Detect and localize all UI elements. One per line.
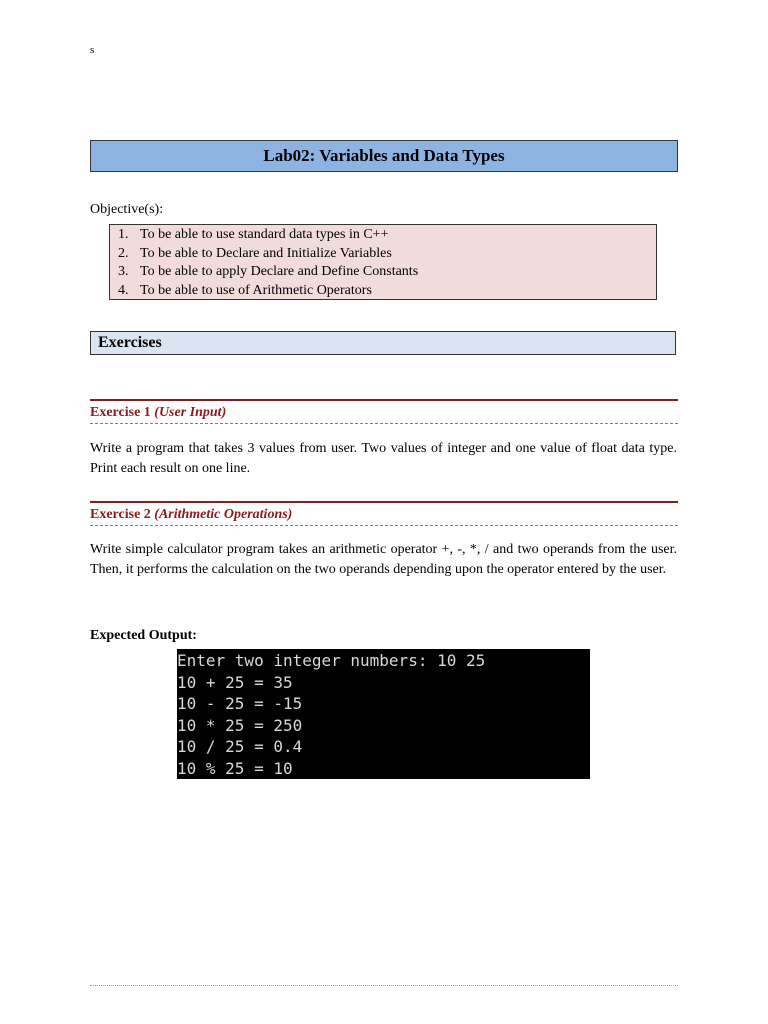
- objective-text: To be able to Declare and Initialize Variables: [140, 245, 392, 261]
- objective-number: 2.: [118, 245, 129, 261]
- corner-mark: s: [90, 44, 95, 56]
- dashed-divider: [90, 525, 678, 526]
- console-output: [177, 649, 590, 779]
- objectives-label: Objective(s):: [90, 202, 164, 217]
- console-line: 10 / 25 = 0.4: [177, 737, 303, 757]
- exercise-2-subtitle: (Arithmetic Operations): [154, 507, 293, 522]
- objective-number: 3.: [118, 264, 129, 279]
- exercises-heading: Exercises: [90, 331, 676, 355]
- objective-text: To be able to apply Declare and Define Constants: [140, 264, 419, 279]
- exercise-1-heading: [90, 399, 678, 424]
- dashed-divider: [90, 423, 678, 424]
- objective-item: [118, 245, 656, 264]
- exercise-1-subtitle: (User Input): [154, 405, 227, 420]
- objective-number: 4.: [118, 282, 129, 298]
- console-line: Enter two integer numbers: 10 25: [177, 651, 486, 670]
- objective-text: To be able to use standard data types in C++: [140, 227, 389, 242]
- expected-output-label: Expected Output:: [90, 628, 197, 643]
- objective-text: To be able to use of Arithmetic Operators: [140, 282, 372, 298]
- objective-item: [118, 226, 656, 245]
- lab-title: Lab02: Variables and Data Types: [90, 140, 678, 172]
- exercise-1-body: Write a program that takes 3 values from user. Two values of integer and one value of float data type. Print each result on one line.: [90, 441, 677, 476]
- console-line: 10 + 25 = 35: [177, 672, 293, 692]
- console-line: 10 - 25 = -15: [177, 694, 303, 714]
- objective-item: [118, 282, 656, 301]
- objective-number: 1.: [118, 227, 129, 242]
- exercise-2-body: Write simple calculator program takes an arithmetic operator +, -, *, / and two operands from the user. Then, it performs the calculation on the two operands depending upon the operator entered by the user.: [90, 542, 677, 577]
- console-line: 10 % 25 = 10: [177, 758, 293, 778]
- objectives-list: [109, 224, 657, 300]
- footer-divider: [90, 985, 678, 986]
- exercise-2-heading: [90, 501, 678, 526]
- objective-item: [118, 263, 656, 282]
- console-line: 10 * 25 = 250: [177, 715, 303, 735]
- exercise-1-label: Exercise 1: [90, 405, 151, 420]
- exercise-2-label: Exercise 2: [90, 507, 151, 522]
